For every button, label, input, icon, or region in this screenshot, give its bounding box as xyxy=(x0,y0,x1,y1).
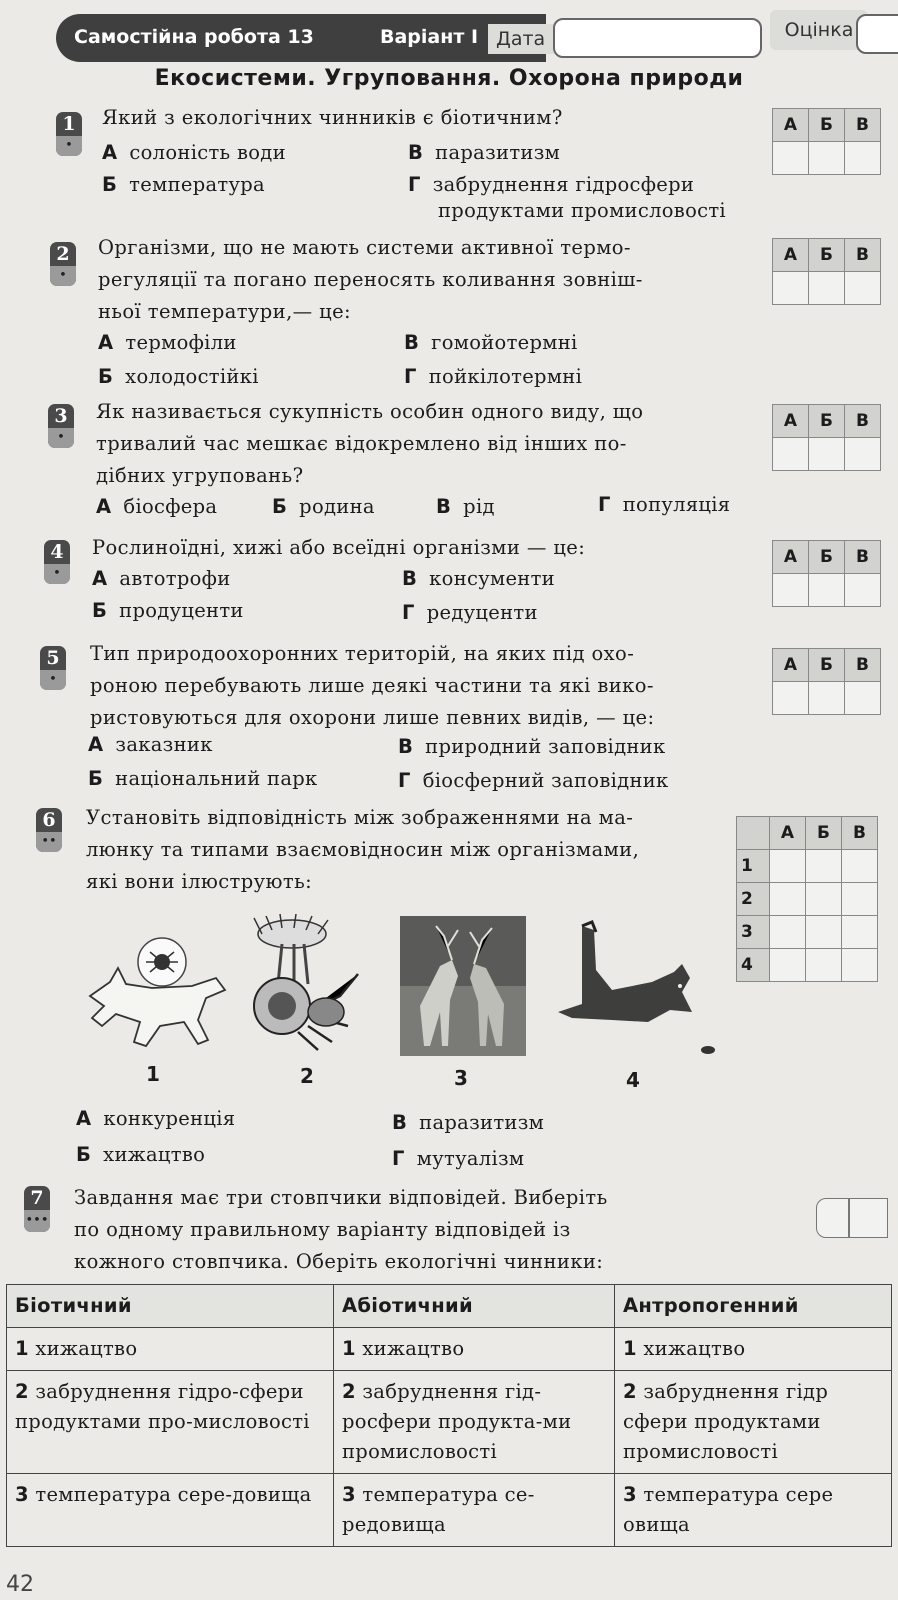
q1-option-b[interactable] xyxy=(102,170,265,200)
question-number-6 xyxy=(36,808,62,852)
option-text: забруднення гідросфери xyxy=(432,173,695,196)
question-5-line-1: Тип природоохоронних територій, на яких під охо- xyxy=(90,642,635,665)
answer-cell[interactable] xyxy=(770,883,806,916)
difficulty-dots: ••• xyxy=(24,1210,50,1232)
option-letter: Г xyxy=(598,493,611,516)
option-text: солоність води xyxy=(129,141,286,164)
answer-cell[interactable] xyxy=(770,916,806,949)
question-number-text: 4 xyxy=(50,541,64,563)
grid-header: В xyxy=(845,649,881,682)
cell-text: температура сере-довища xyxy=(35,1483,312,1506)
answer-cell[interactable] xyxy=(809,438,845,471)
question-3-line-1: Як називається сукупність особин одного виду, що xyxy=(96,400,644,423)
difficulty-dots: • xyxy=(56,136,82,156)
question-number-text: 6 xyxy=(42,809,56,831)
figure-label-4: 4 xyxy=(626,1068,640,1092)
answer-cell[interactable] xyxy=(809,142,845,175)
option-text: природний заповідник xyxy=(425,735,666,758)
option-letter: Г xyxy=(404,365,417,388)
grid-row-label: 3 xyxy=(737,916,770,949)
answer-cell[interactable] xyxy=(842,949,878,982)
q5-option-a[interactable] xyxy=(88,730,213,760)
question-number-text: 3 xyxy=(54,405,68,427)
answer-cell[interactable] xyxy=(806,949,842,982)
q5-option-b[interactable] xyxy=(88,764,318,794)
q2-option-b[interactable] xyxy=(98,362,259,392)
table-cell[interactable] xyxy=(615,1474,892,1547)
q4-option-a[interactable] xyxy=(92,564,231,594)
cell-number: 3 xyxy=(623,1483,637,1506)
grid-header: Б xyxy=(806,817,842,850)
cell-text: температура се-редовища xyxy=(342,1483,535,1536)
grid-header: А xyxy=(773,649,809,682)
cell-text: забруднення гідро-сфери продуктами про-мисловості xyxy=(15,1380,310,1433)
option-text: біосферний заповідник xyxy=(422,769,669,792)
option-letter: В xyxy=(402,567,418,590)
question-2-line-1: Організми, що не мають системи активної термо- xyxy=(98,236,631,259)
cell-number: 1 xyxy=(623,1337,637,1360)
figure-label-1: 1 xyxy=(146,1062,160,1086)
grid-header: Б xyxy=(809,239,845,272)
option-letter: А xyxy=(98,331,114,354)
cell-number: 3 xyxy=(342,1483,356,1506)
answer-table-7 xyxy=(6,1284,892,1547)
cell-number: 1 xyxy=(15,1337,29,1360)
cell-text: хижацтво xyxy=(643,1337,746,1360)
figure-anemone-hermit-crab xyxy=(248,914,368,1054)
cell-number: 2 xyxy=(342,1380,356,1403)
option-text: редуценти xyxy=(426,601,538,624)
question-1-text: Який з екологічних чинників є біотичним? xyxy=(102,106,563,129)
grid-header: В xyxy=(845,109,881,142)
question-7-line-3: кожного стовпчика. Оберіть екологічні чинники: xyxy=(74,1250,604,1273)
cell-number: 3 xyxy=(15,1483,29,1506)
grid-row-label: 4 xyxy=(737,949,770,982)
answer-cell[interactable] xyxy=(809,682,845,715)
table-cell[interactable] xyxy=(334,1328,615,1371)
question-6-line-1: Установіть відповідність між зображеннями на ма- xyxy=(86,806,634,829)
table-cell[interactable] xyxy=(615,1328,892,1371)
question-number-3 xyxy=(48,404,74,448)
option-text: рід xyxy=(463,495,495,518)
question-6-line-3: які вони ілюструють: xyxy=(86,870,313,893)
column-header-abiotic: Абіотичний xyxy=(334,1285,615,1328)
option-letter: Б xyxy=(102,173,118,196)
option-text: популяція xyxy=(622,493,731,516)
grid-header: Б xyxy=(809,649,845,682)
option-letter: А xyxy=(92,567,108,590)
answer-cell[interactable] xyxy=(809,272,845,305)
option-text: паразитизм xyxy=(435,141,561,164)
answer-cell[interactable] xyxy=(806,916,842,949)
option-text: національний парк xyxy=(115,767,318,790)
option-text: продуценти xyxy=(119,599,244,622)
q3-option-a[interactable] xyxy=(96,492,217,522)
answer-cell[interactable] xyxy=(845,574,881,607)
option-letter: Г xyxy=(392,1147,405,1170)
question-number-5 xyxy=(40,646,66,690)
question-2-line-2: регуляції та погано переносять коливання зовніш- xyxy=(98,268,643,291)
table-cell[interactable] xyxy=(334,1474,615,1547)
table-cell[interactable] xyxy=(615,1371,892,1474)
question-number-2 xyxy=(50,242,76,286)
variant-label: Варіант І xyxy=(380,26,479,48)
cell-text: температура сере овища xyxy=(623,1483,834,1536)
difficulty-dots: • xyxy=(44,564,70,584)
column-header-biotic: Біотичний xyxy=(7,1285,334,1328)
q5-option-v[interactable] xyxy=(398,732,665,762)
answer-cell[interactable] xyxy=(845,272,881,305)
table-cell[interactable] xyxy=(7,1474,334,1547)
q3-option-v[interactable] xyxy=(436,492,495,522)
cell-number: 2 xyxy=(15,1380,29,1403)
column-header-anthropogenic: Антропогенний xyxy=(615,1285,892,1328)
question-number-text: 7 xyxy=(30,1187,44,1209)
q6-option-b[interactable] xyxy=(76,1140,205,1170)
option-text: холодостійкі xyxy=(125,365,259,388)
q1-option-a[interactable] xyxy=(102,138,286,168)
question-2-line-3: ньої температури,— це: xyxy=(98,300,352,323)
difficulty-dots: • xyxy=(40,670,66,690)
q4-option-b[interactable] xyxy=(92,596,244,626)
answer-cell[interactable] xyxy=(773,142,809,175)
answer-cell[interactable] xyxy=(845,682,881,715)
page-number: 42 xyxy=(6,1572,34,1597)
answer-cell[interactable] xyxy=(806,883,842,916)
question-number-text: 5 xyxy=(46,647,60,669)
option-text: мутуалізм xyxy=(416,1147,525,1170)
question-7-line-1: Завдання має три стовпчики відповідей. Виберіть xyxy=(74,1186,608,1209)
grid-header: А xyxy=(773,109,809,142)
grid-header: В xyxy=(845,239,881,272)
question-5-line-3: ристовуються для охорони лише певних видів, — це: xyxy=(90,706,655,729)
cell-text: хижацтво xyxy=(35,1337,138,1360)
grid-row-label: 2 xyxy=(737,883,770,916)
option-text: гомойотермні xyxy=(431,331,578,354)
figure-deer-fighting xyxy=(400,916,526,1056)
difficulty-dots: •• xyxy=(36,832,62,852)
question-number-text: 2 xyxy=(56,243,70,265)
option-letter: Б xyxy=(272,495,288,518)
q6-option-a[interactable] xyxy=(76,1104,235,1134)
option-letter: Г xyxy=(408,173,421,196)
option-letter: Б xyxy=(98,365,114,388)
grid-row-label: 1 xyxy=(737,850,770,883)
cell-text: забруднення гід-росфери продукта-ми промисловості xyxy=(342,1380,572,1463)
question-5-line-2: роною перебувають лише деякі частини та які вико- xyxy=(90,674,654,697)
answer-cell[interactable] xyxy=(845,142,881,175)
option-letter: В xyxy=(398,735,414,758)
question-3-line-2: тривалий час мешкає відокремлено від інших по- xyxy=(96,432,627,455)
q6-option-v[interactable] xyxy=(392,1108,544,1138)
answer-box-divider xyxy=(848,1198,850,1238)
q3-option-g[interactable] xyxy=(598,490,730,520)
grid-header: А xyxy=(773,239,809,272)
grade-label: Оцінка xyxy=(770,10,868,50)
option-text: паразитизм xyxy=(419,1111,545,1134)
answer-cell[interactable] xyxy=(770,949,806,982)
grid-header: А xyxy=(770,817,806,850)
option-letter: В xyxy=(404,331,420,354)
option-letter: Б xyxy=(88,767,104,790)
answer-box-7[interactable] xyxy=(816,1198,888,1238)
option-letter: А xyxy=(102,141,118,164)
grid-header: В xyxy=(845,405,881,438)
question-number-1 xyxy=(56,112,82,156)
question-7-line-2: по одному правильному варіанту відповідей із xyxy=(74,1218,571,1241)
grid-header: В xyxy=(842,817,878,850)
cell-number: 1 xyxy=(342,1337,356,1360)
answer-grid-1 xyxy=(772,108,881,175)
page-title: Екосистеми. Угруповання. Охорона природи xyxy=(154,66,744,91)
q2-option-g[interactable] xyxy=(404,362,582,392)
question-6-line-2: люнку та типами взаємовідносин між організмами, xyxy=(86,838,640,861)
answer-cell[interactable] xyxy=(842,850,878,883)
option-letter: В xyxy=(392,1111,408,1134)
answer-cell[interactable] xyxy=(770,850,806,883)
answer-cell[interactable] xyxy=(773,272,809,305)
answer-grid-3 xyxy=(772,404,881,471)
answer-cell[interactable] xyxy=(842,916,878,949)
option-text: заказник xyxy=(115,733,213,756)
option-text: автотрофи xyxy=(119,567,231,590)
question-number-text: 1 xyxy=(62,113,76,135)
table-cell[interactable] xyxy=(7,1371,334,1474)
grid-corner xyxy=(737,817,770,850)
grade-field[interactable] xyxy=(856,14,898,54)
option-text: термофіли xyxy=(125,331,237,354)
figure-label-2: 2 xyxy=(300,1064,314,1088)
option-letter: Б xyxy=(92,599,108,622)
table-cell[interactable] xyxy=(334,1371,615,1474)
answer-cell[interactable] xyxy=(809,574,845,607)
q2-option-v[interactable] xyxy=(404,328,578,358)
option-letter: Г xyxy=(398,769,411,792)
grid-header: А xyxy=(773,405,809,438)
question-3-line-3: дібних угруповань? xyxy=(96,464,304,487)
question-number-7 xyxy=(24,1186,50,1232)
answer-cell[interactable] xyxy=(773,438,809,471)
option-letter: В xyxy=(408,141,424,164)
difficulty-dots: • xyxy=(48,428,74,448)
q6-option-g[interactable] xyxy=(392,1144,524,1174)
q1-option-g-cont: продуктами промисловості xyxy=(438,199,726,222)
answer-grid-5 xyxy=(772,648,881,715)
q2-option-a[interactable] xyxy=(98,328,237,358)
q4-option-v[interactable] xyxy=(402,564,555,594)
work-title: Самостійна робота 13 xyxy=(74,26,314,48)
answer-cell[interactable] xyxy=(845,438,881,471)
option-letter: В xyxy=(436,495,452,518)
answer-grid-4 xyxy=(772,540,881,607)
grid-header: Б xyxy=(809,109,845,142)
option-text: температура xyxy=(129,173,265,196)
q1-option-v[interactable] xyxy=(408,138,560,168)
grid-header: В xyxy=(845,541,881,574)
option-text: консументи xyxy=(429,567,555,590)
cell-text: забруднення гідр сфери продуктами промисловості xyxy=(623,1380,829,1463)
answer-cell[interactable] xyxy=(806,850,842,883)
grid-header: Б xyxy=(809,405,845,438)
figure-dog-with-tick xyxy=(80,928,230,1053)
answer-cell[interactable] xyxy=(773,682,809,715)
q5-option-g[interactable] xyxy=(398,766,669,796)
cell-text: хижацтво xyxy=(362,1337,465,1360)
option-letter: Б xyxy=(76,1143,92,1166)
option-text: конкуренція xyxy=(103,1107,236,1130)
figure-label-3: 3 xyxy=(454,1066,468,1090)
option-text: родина xyxy=(299,495,375,518)
option-letter: А xyxy=(76,1107,92,1130)
option-text: біосфера xyxy=(123,495,218,518)
date-label: Дата xyxy=(488,24,566,54)
grid-header: А xyxy=(773,541,809,574)
difficulty-dots: • xyxy=(50,266,76,286)
answer-grid-2 xyxy=(772,238,881,305)
question-4-text: Рослиноїдні, хижі або всеїдні організми — це: xyxy=(92,536,586,559)
date-field[interactable] xyxy=(553,18,762,58)
option-text: пойкілотермні xyxy=(428,365,583,388)
q3-option-b[interactable] xyxy=(272,492,375,522)
question-number-4 xyxy=(44,540,70,584)
option-letter: Г xyxy=(402,601,415,624)
figure-cat-and-mouse xyxy=(552,916,717,1056)
option-letter: А xyxy=(88,733,104,756)
q4-option-g[interactable] xyxy=(402,598,538,628)
option-text: хижацтво xyxy=(103,1143,206,1166)
answer-cell[interactable] xyxy=(773,574,809,607)
answer-cell[interactable] xyxy=(842,883,878,916)
grid-header: Б xyxy=(809,541,845,574)
answer-grid-6 xyxy=(736,816,878,982)
option-letter: А xyxy=(96,495,112,518)
cell-number: 2 xyxy=(623,1380,637,1403)
table-cell[interactable] xyxy=(7,1328,334,1371)
